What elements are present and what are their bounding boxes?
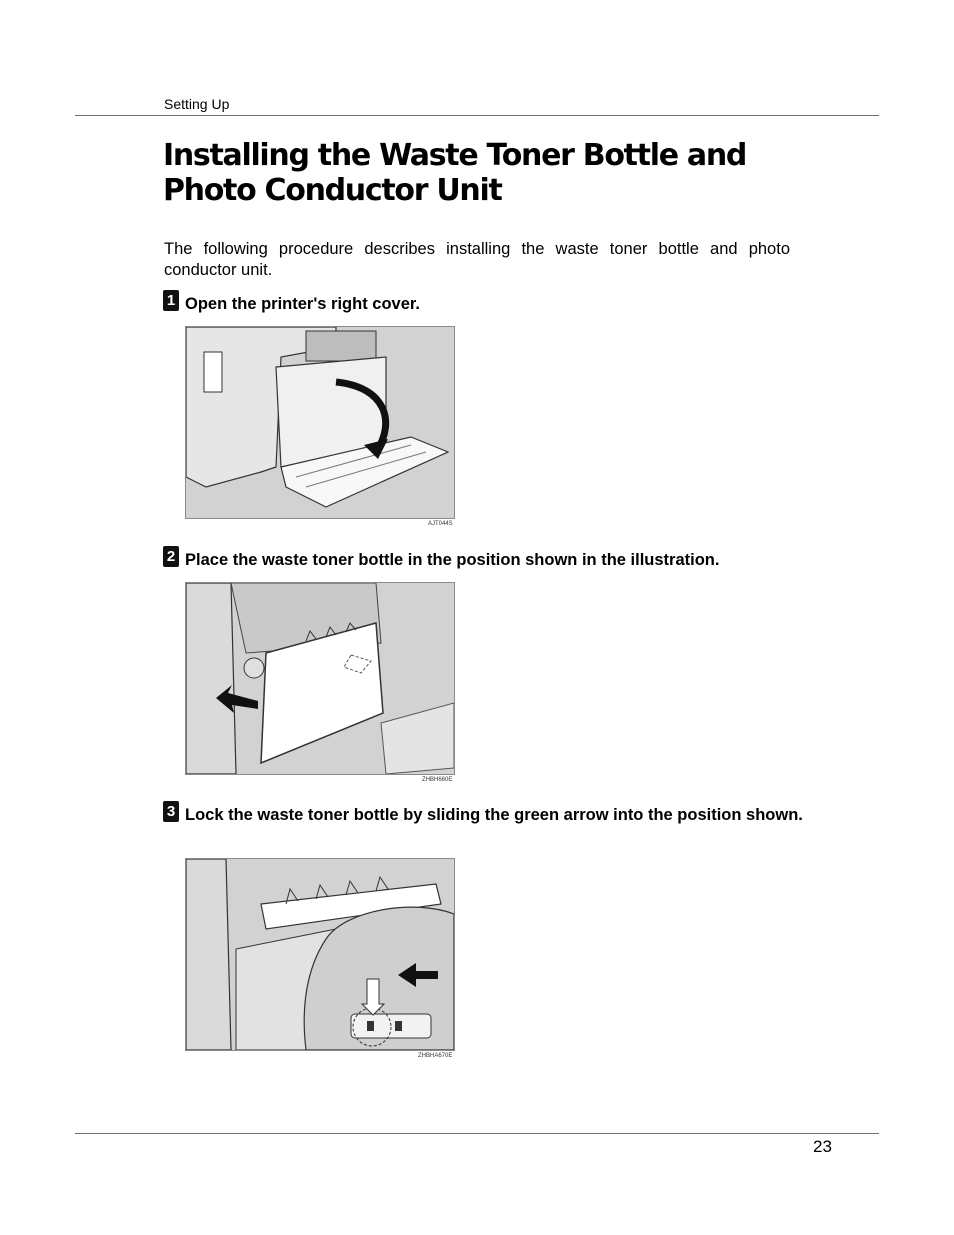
step-2 (163, 546, 803, 571)
step-1 (163, 290, 803, 315)
figure-code: ZHBHA670E (418, 1053, 453, 1059)
step-text: Open the printer's right cover. (185, 295, 420, 313)
figure-code: ZHBH660E (422, 777, 453, 783)
footer-rule (75, 1133, 879, 1134)
running-header: Setting Up (164, 96, 230, 112)
intro-paragraph: The following procedure describes installing the waste toner bottle and photo conductor unit. (164, 240, 790, 279)
step-number-icon: 3 (163, 801, 179, 822)
page-title: Installing the Waste Toner Bottle and Photo Conductor Unit (163, 138, 747, 208)
page-number: 23 (813, 1137, 832, 1156)
figure-code: AJT044S (428, 521, 453, 527)
illustration-lock-waste-toner-bottle (185, 858, 455, 1051)
step-text: Place the waste toner bottle in the position shown in the illustration. (185, 551, 720, 569)
step-number-icon: 1 (163, 290, 179, 311)
step-3 (163, 801, 803, 826)
step-number-icon: 2 (163, 546, 179, 567)
illustration-open-right-cover (185, 326, 455, 519)
illustration-place-waste-toner-bottle (185, 582, 455, 775)
step-text: Lock the waste toner bottle by sliding the green arrow into the position shown. (185, 806, 803, 824)
header-rule (75, 115, 879, 116)
